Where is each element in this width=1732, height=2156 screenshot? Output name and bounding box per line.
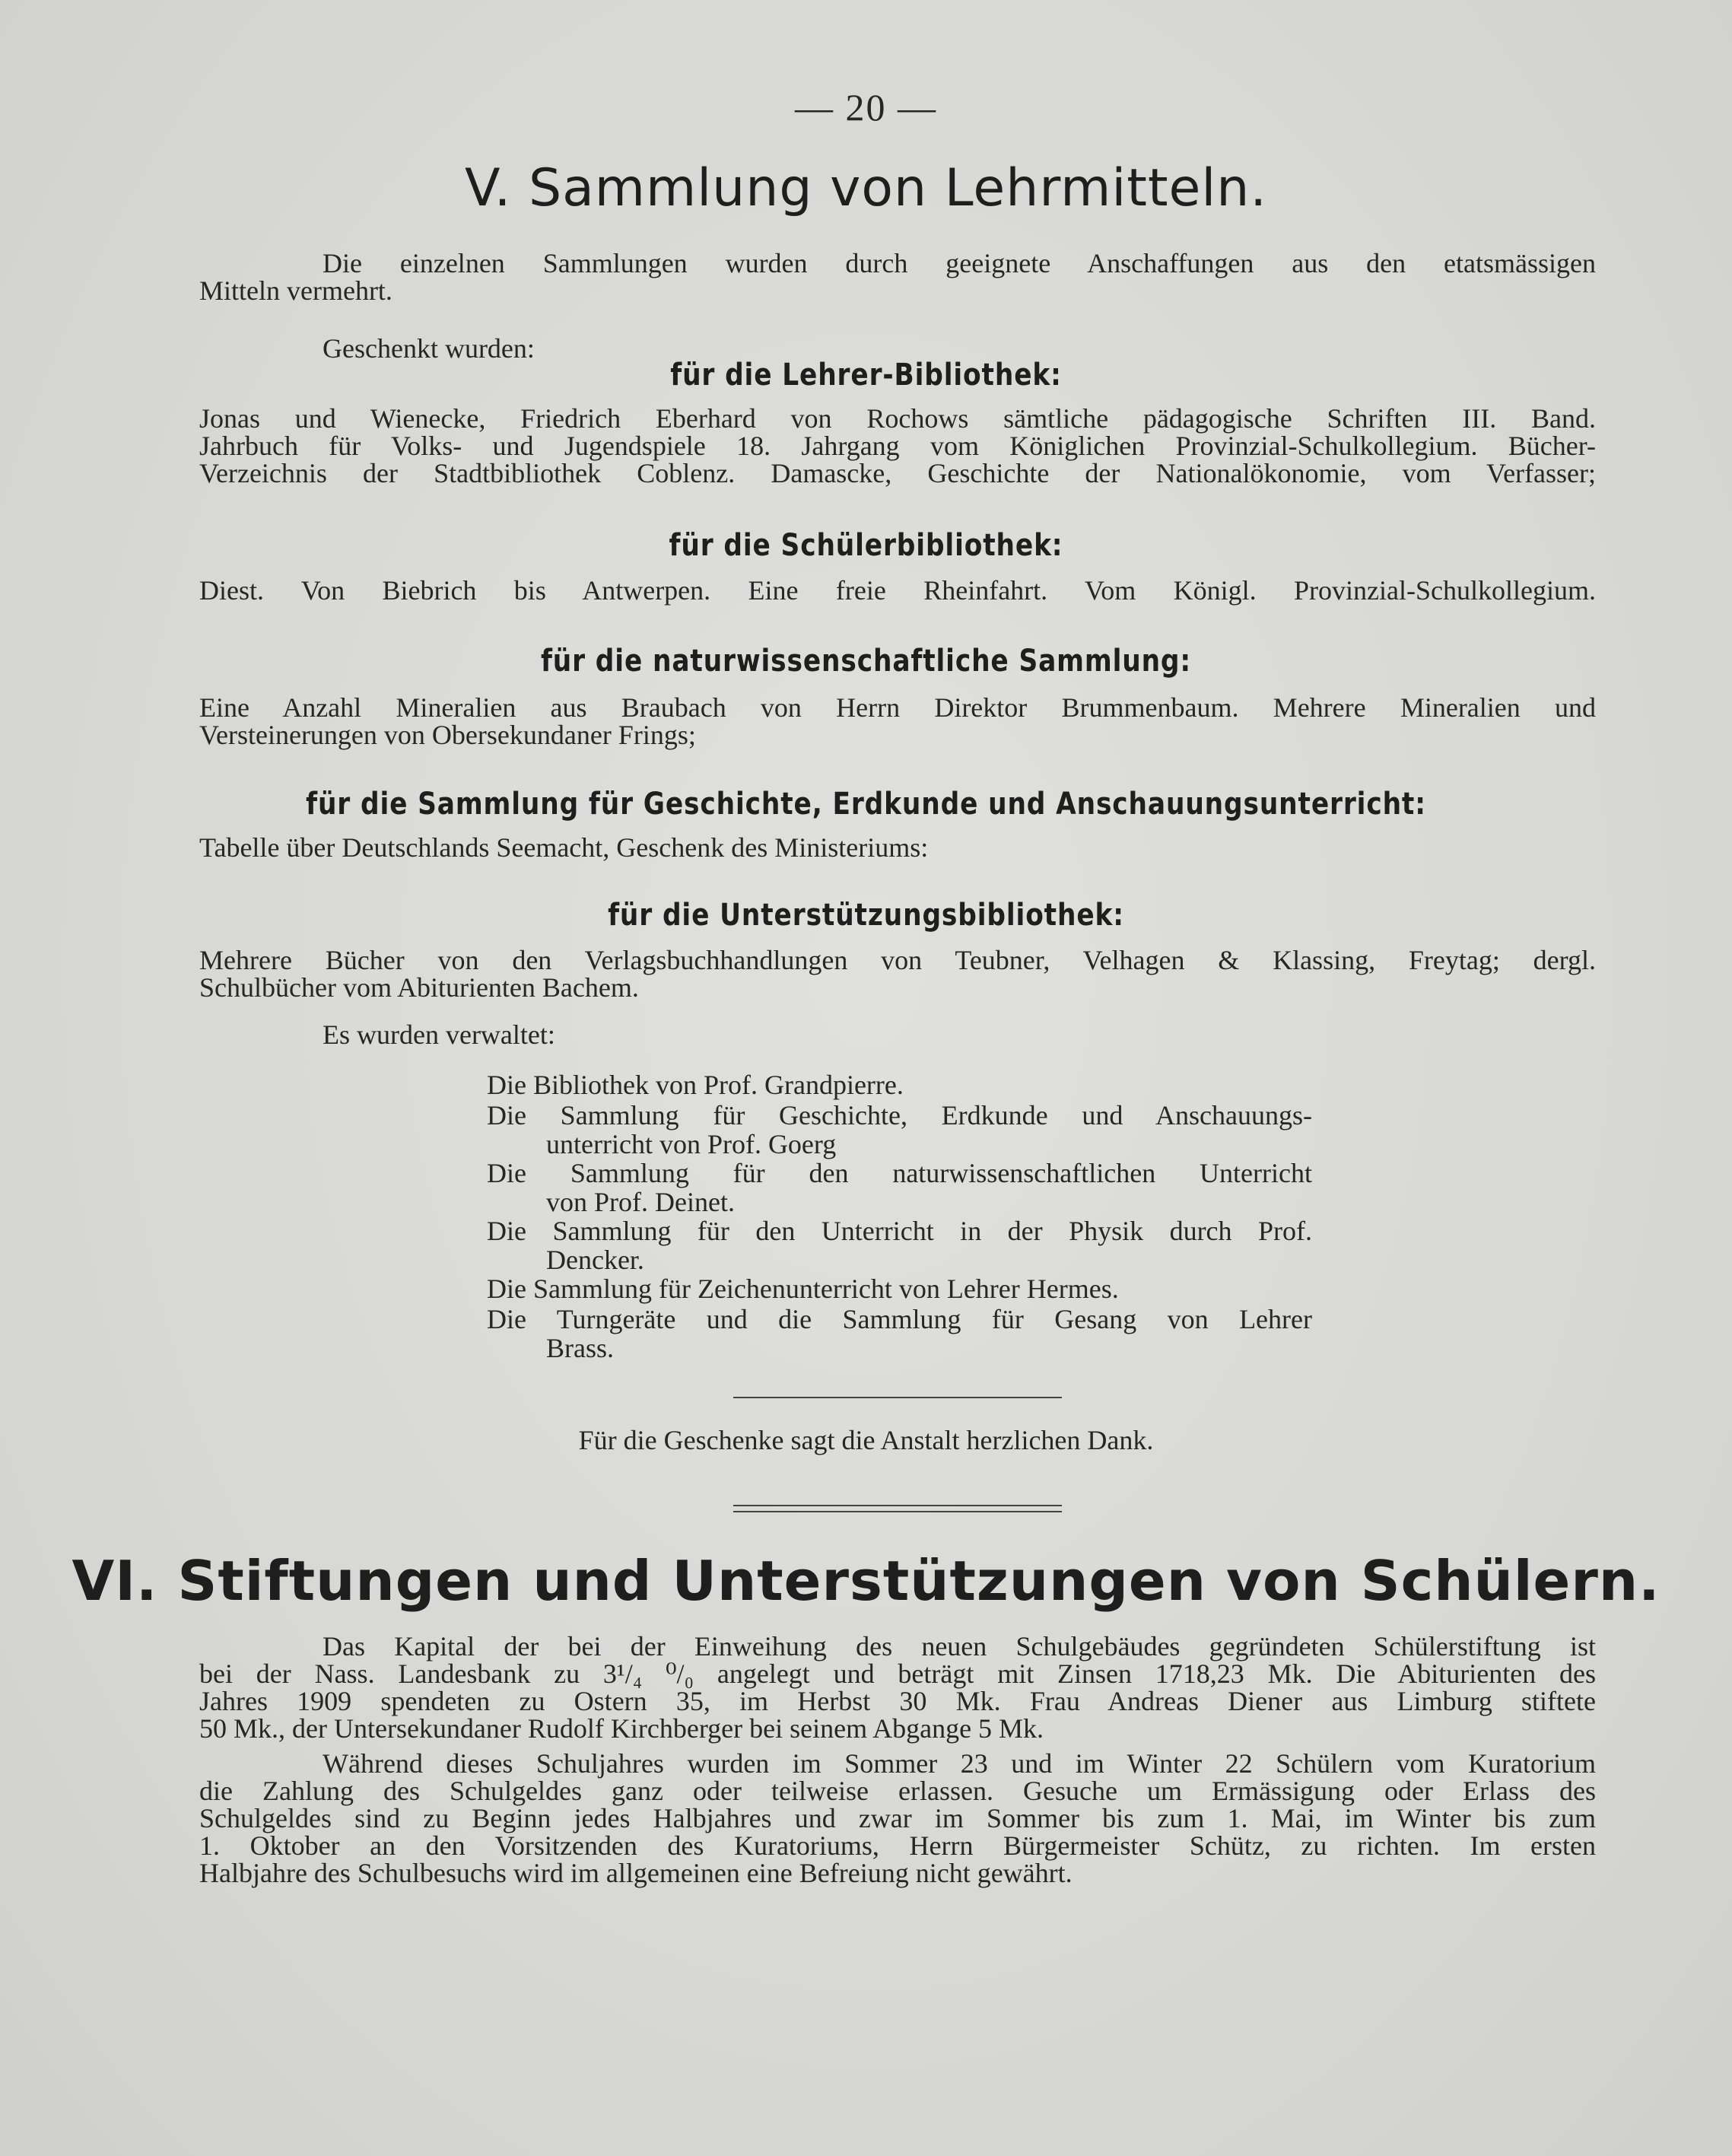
managed-list	[487, 1070, 1312, 1362]
section-6-paragraph-2	[199, 1750, 1596, 1887]
text-line: Das Kapital der bei der Einweihung des neuen Schulgebäudes gegründeten Schülerstiftung ist	[323, 1631, 1596, 1662]
double-rule-top	[733, 1505, 1062, 1506]
group-heading-geschichte-erdkunde: für die Sammlung für Geschichte, Erdkunde und Anschauungsunterricht:	[306, 787, 1426, 822]
text-line: Die Sammlung für Zeichenunterricht von Lehrer Hermes.	[487, 1274, 1119, 1304]
double-rule-bottom	[733, 1511, 1062, 1512]
text-line: Mitteln vermehrt.	[199, 275, 392, 306]
group-text-schuelerbibliothek	[199, 577, 1596, 604]
group-heading-unterstuetzungsbibliothek: für die Unterstützungsbibliothek:	[608, 898, 1124, 933]
text-line: Eine Anzahl Mineralien aus Braubach von Herrn Direktor Brummenbaum. Mehrere Mineralien und	[199, 692, 1596, 723]
list-item	[487, 1158, 1312, 1216]
group-heading-naturwissenschaftliche-sammlung: für die naturwissenschaftliche Sammlung:	[540, 644, 1192, 679]
section-5-intro	[199, 250, 1596, 304]
text-line: Die Sammlung für Geschichte, Erdkunde und Anschauungs-	[487, 1100, 1312, 1130]
group-heading-lehrer-bibliothek: für die Lehrer-Bibliothek:	[670, 358, 1062, 393]
text-line: Jonas und Wienecke, Friedrich Eberhard von Rochows sämtliche pädagogische Schriften III. Band.	[199, 403, 1596, 434]
text-line: Jahres 1909 spendeten zu Ostern 35, im Herbst 30 Mk. Frau Andreas Diener aus Limburg stiftete	[199, 1686, 1596, 1716]
text-line: Verzeichnis der Stadtbibliothek Coblenz. Damascke, Geschichte der Nationalökonomie, vom Verfasser;	[199, 458, 1596, 488]
group-heading-schuelerbibliothek: für die Schülerbibliothek:	[669, 528, 1063, 563]
text-line: 50 Mk., der Untersekundaner Rudolf Kirchberger bei seinem Abgange 5 Mk.	[199, 1713, 1044, 1744]
list-item	[487, 1070, 1312, 1100]
text-line: Die Turngeräte und die Sammlung für Gesang von Lehrer	[487, 1304, 1312, 1334]
text-line: 1. Oktober an den Vorsitzenden des Kuratoriums, Herrn Bürgermeister Schütz, zu richten. Im ersten	[199, 1830, 1596, 1861]
list-item	[487, 1274, 1312, 1304]
text-line: Es wurden verwaltet:	[323, 1019, 555, 1050]
text-line: Jahrbuch für Volks- und Jugendspiele 18. Jahrgang vom Königlichen Provinzial-Schulkollegium. Bücher-	[199, 431, 1596, 461]
section-6-paragraph-1	[199, 1633, 1596, 1742]
text-line: Dencker.	[546, 1245, 644, 1275]
text-line: Diest. Von Biebrich bis Antwerpen. Eine freie Rheinfahrt. Vom Königl. Provinzial-Schulkollegium.	[199, 575, 1596, 606]
text-line: Die Sammlung für den Unterricht in der Physik durch Prof.	[487, 1216, 1312, 1246]
text-line: Versteinerungen von Obersekundaner Frings;	[199, 720, 696, 750]
text-line: unterricht von Prof. Goerg	[546, 1129, 837, 1159]
text-line: bei der Nass. Landesbank zu 3¹/₄ ⁰/₀ angelegt und beträgt mit Zinsen 1718,23 Mk. Die Abiturienten des	[199, 1658, 1596, 1689]
section-5-title: V. Sammlung von Lehrmitteln.	[464, 158, 1267, 218]
thanks-text: Für die Geschenke sagt die Anstalt herzlichen Dank.	[578, 1425, 1154, 1455]
text-line: Tabelle über Deutschlands Seemacht, Geschenk des Ministeriums:	[199, 832, 929, 863]
list-item	[487, 1100, 1312, 1158]
group-text-lehrer-bibliothek	[199, 405, 1596, 487]
text-line: Schulbücher vom Abiturienten Bachem.	[199, 972, 639, 1003]
list-item	[487, 1216, 1312, 1274]
text-line: Halbjahre des Schulbesuchs wird im allgemeinen eine Befreiung nicht gewährt.	[199, 1858, 1073, 1888]
text-line: Brass.	[546, 1333, 614, 1363]
text-line: die Zahlung des Schulgeldes ganz oder teilweise erlassen. Gesuche um Ermässigung oder Erlass des	[199, 1776, 1596, 1806]
divider	[733, 1397, 1062, 1398]
section-6-title: VI. Stiftungen und Unterstützungen von Schülern.	[72, 1549, 1660, 1613]
group-text-unterstuetzungsbibliothek	[199, 946, 1596, 1001]
text-line: Die Sammlung für den naturwissenschaftlichen Unterricht	[487, 1158, 1312, 1188]
text-line: Mehrere Bücher von den Verlagsbuchhandlungen von Teubner, Velhagen & Klassing, Freytag; dergl.	[199, 945, 1596, 975]
page-number: — 20 —	[795, 86, 937, 129]
managed-label	[199, 1021, 1596, 1048]
text-line: Die Bibliothek von Prof. Grandpierre.	[487, 1070, 904, 1100]
text-line: Geschenkt wurden:	[323, 333, 535, 364]
text-line: von Prof. Deinet.	[546, 1187, 735, 1217]
text-line: Während dieses Schuljahres wurden im Sommer 23 und im Winter 22 Schülern vom Kuratorium	[323, 1748, 1596, 1779]
list-item	[487, 1304, 1312, 1362]
group-text-naturwissenschaftliche-sammlung	[199, 694, 1596, 749]
text-line: Die einzelnen Sammlungen wurden durch geeignete Anschaffungen aus den etatsmässigen	[323, 248, 1596, 278]
text-line: Schulgeldes sind zu Beginn jedes Halbjahres und zwar im Sommer bis zum 1. Mai, im Winter bis zum	[199, 1803, 1596, 1833]
group-text-geschichte-erdkunde	[199, 834, 1596, 861]
